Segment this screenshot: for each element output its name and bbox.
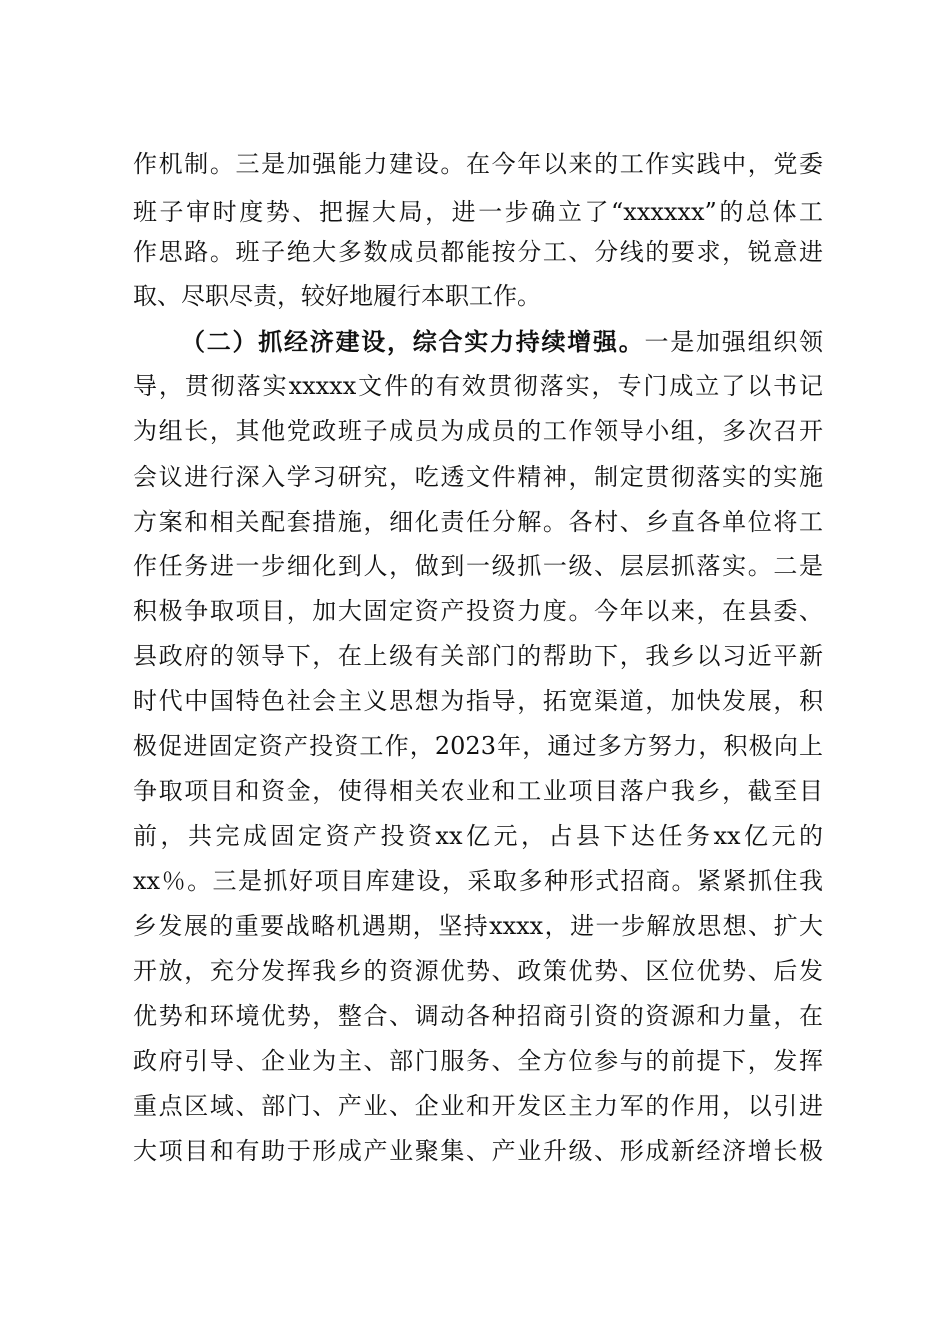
- paragraph-2-line: 作任务进一步细化到人，做到一级抓一级、层层抓落实。二是: [133, 552, 823, 580]
- paragraph-1-line-4: 取、尽职尽责，较好地履行本职工作。: [133, 282, 541, 310]
- paragraph-2-line-1: [181, 320, 823, 364]
- paragraph-2-line: 优势和环境优势，整合、调动各种招商引资的资源和力量，在: [133, 1002, 823, 1030]
- paragraph-2-line: 极促进固定资产投资工作，2023年，通过多方努力，积极向上: [133, 732, 823, 760]
- paragraph-2-line: 争取项目和资金，使得相关农业和工业项目落户我乡，截至目: [133, 777, 823, 805]
- paragraph-2-line: 会议进行深入学习研究，吃透文件精神，制定贯彻落实的实施: [133, 463, 823, 491]
- paragraph-2-line: 导，贯彻落实xxxxx文件的有效贯彻落实，专门成立了以书记: [133, 372, 823, 400]
- paragraph-2-line: 为组长，其他党政班子成员为成员的工作领导小组，多次召开: [133, 417, 823, 445]
- paragraph-2-line: 重点区域、部门、产业、企业和开发区主力军的作用，以引进: [133, 1092, 823, 1120]
- paragraph-2-line: 前，共完成固定资产投资xx亿元，占县下达任务xx亿元的: [133, 822, 823, 850]
- paragraph-2-line: 方案和相关配套措施，细化责任分解。各村、乡直各单位将工: [133, 508, 823, 536]
- paragraph-2-line: 乡发展的重要战略机遇期，坚持xxxx，进一步解放思想、扩大: [133, 912, 823, 940]
- paragraph-2-line: 县政府的领导下，在上级有关部门的帮助下，我乡以习近平新: [133, 642, 823, 670]
- paragraph-1-line-2: 班子审时度势、把握大局，进一步确立了“xxxxxx”的总体工: [133, 198, 823, 226]
- section-heading: （二）抓经济建设，综合实力持续增强。: [181, 327, 645, 356]
- paragraph-2-line: 时代中国特色社会主义思想为指导，拓宽渠道，加快发展，积: [133, 687, 823, 715]
- paragraph-2-first-line-rest: 一是加强组织领: [644, 328, 823, 356]
- paragraph-1-line-1: 作机制。三是加强能力建设。在今年以来的工作实践中，党委: [133, 150, 823, 178]
- paragraph-2-line: 政府引导、企业为主、部门服务、全方位参与的前提下，发挥: [133, 1047, 823, 1075]
- paragraph-1-line-3: 作思路。班子绝大多数成员都能按分工、分线的要求，锐意进: [133, 238, 823, 266]
- paragraph-2-line: 开放，充分发挥我乡的资源优势、政策优势、区位优势、后发: [133, 957, 823, 985]
- paragraph-2-line: 积极争取项目，加大固定资产投资力度。今年以来，在县委、: [133, 597, 823, 625]
- paragraph-2-line: xx％。三是抓好项目库建设，采取多种形式招商。紧紧抓住我: [133, 867, 823, 895]
- paragraph-2-line: 大项目和有助于形成产业聚集、产业升级、形成新经济增长极: [133, 1137, 823, 1165]
